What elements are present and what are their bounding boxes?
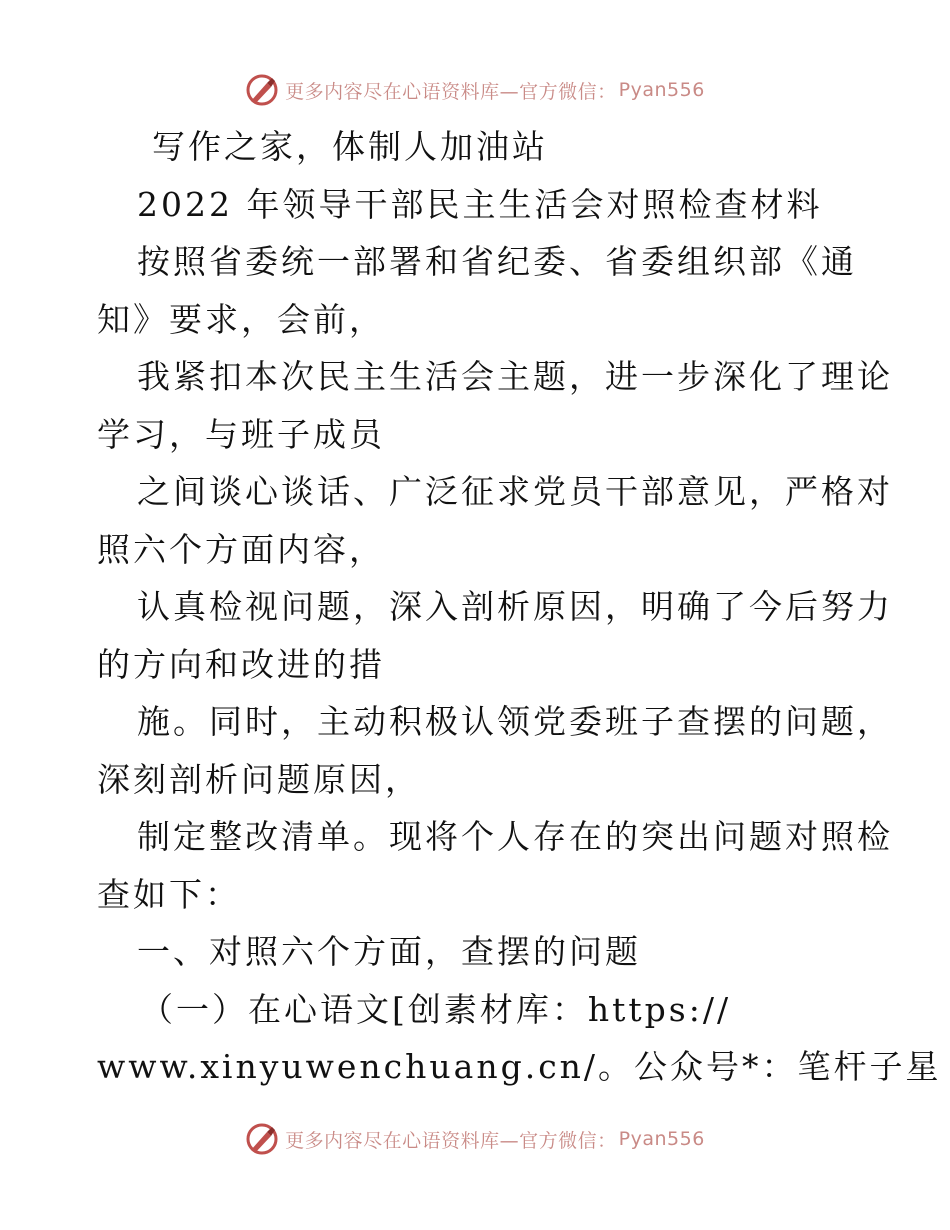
doc-paragraph-line: 认真检视问题，深入剖析原因，明确了今后努力 bbox=[137, 587, 893, 626]
pen-logo-icon bbox=[245, 1122, 279, 1156]
watermark-wechat-id: Pyan556 bbox=[618, 79, 705, 101]
doc-paragraph-line: 深刻剖析问题原因， bbox=[97, 759, 421, 799]
doc-paragraph-line: 的方向和改进的措 bbox=[97, 644, 385, 684]
watermark-header bbox=[0, 70, 950, 110]
doc-paragraph-line: 学习，与班子成员 bbox=[97, 414, 385, 454]
doc-paragraph-line: 按照省委统一部署和省纪委、省委组织部《通 bbox=[137, 242, 857, 281]
doc-paragraph-line: 照六个方面内容， bbox=[97, 529, 385, 569]
doc-paragraph-line: 知》要求，会前， bbox=[97, 299, 385, 339]
doc-section-heading: 一、对照六个方面，查摆的问题 bbox=[137, 932, 641, 971]
doc-paragraph-line: www.xinyuwenchuang.cn/。公众号*：笔杆子星 bbox=[97, 1047, 942, 1086]
doc-paragraph-line: 之间谈心谈话、广泛征求党员干部意见，严格对 bbox=[137, 472, 893, 511]
watermark-text: 更多内容尽在心语资料库—官方微信： bbox=[285, 80, 617, 103]
doc-paragraph-line: 施。同时，主动积极认领党委班子查摆的问题， bbox=[137, 702, 893, 741]
doc-paragraph-line: 查如下： bbox=[97, 874, 241, 914]
watermark-wechat-id: Pyan556 bbox=[618, 1128, 705, 1150]
doc-subsection-heading: （一）在心语文[创素材库：https:// bbox=[140, 989, 732, 1029]
doc-line-header: 写作之家，体制人加油站 bbox=[152, 127, 548, 166]
watermark-text: 更多内容尽在心语资料库—官方微信： bbox=[285, 1129, 617, 1152]
document-body bbox=[97, 118, 942, 1096]
doc-paragraph-line: 我紧扣本次民主生活会主题，进一步深化了理论 bbox=[137, 357, 893, 396]
doc-title: 2022 年领导干部民主生活会对照检查材料 bbox=[137, 184, 823, 224]
watermark-footer bbox=[0, 1119, 950, 1159]
pen-logo-icon bbox=[245, 73, 279, 107]
doc-paragraph-line: 制定整改清单。现将个人存在的突出问题对照检 bbox=[137, 817, 893, 856]
